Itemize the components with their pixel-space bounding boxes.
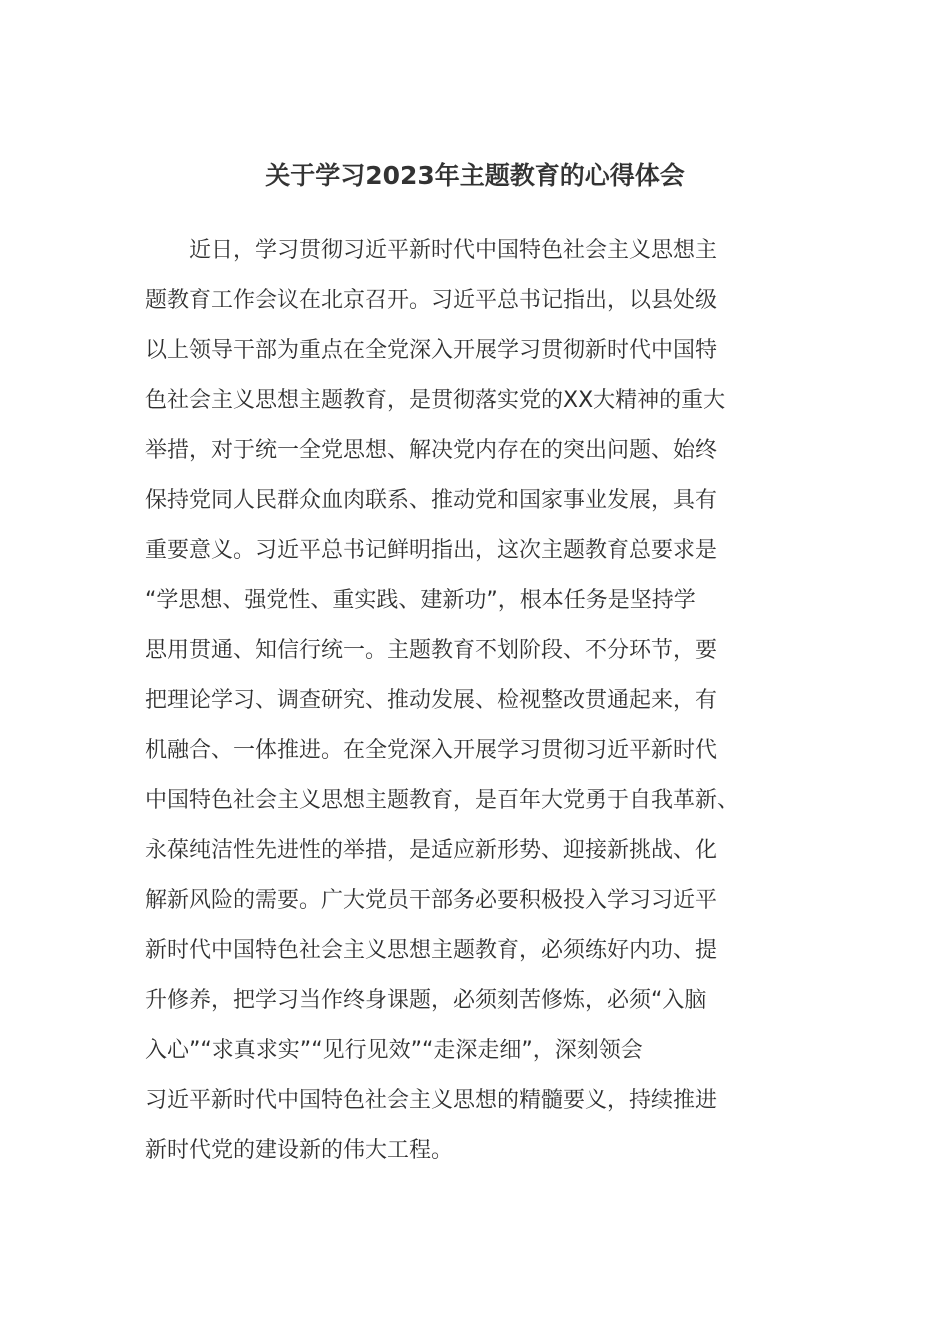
body-line: 题教育工作会议在北京召开。习近平总书记指出，以县处级 <box>145 288 718 313</box>
body-line: 思用贯通、知信行统一。主题教育不划阶段、不分环节，要 <box>145 638 718 663</box>
body-line: 以上领导干部为重点在全党深入开展学习贯彻新时代中国特 <box>145 338 718 363</box>
body-line: 新时代党的建设新的伟大工程。 <box>145 1138 454 1163</box>
body-line: 中国特色社会主义思想主题教育，是百年大党勇于自我革新、 <box>145 788 740 813</box>
body-line: 重要意义。习近平总书记鲜明指出，这次主题教育总要求是 <box>145 538 718 563</box>
body-line: 举措，对于统一全党思想、解决党内存在的突出问题、始终 <box>145 438 718 463</box>
body-line: 升修养，把学习当作终身课题，必须刻苦修炼，必须“入脑 <box>145 988 707 1013</box>
document-title: 关于学习2023年主题教育的心得体会 <box>265 161 685 190</box>
body-line: 新时代中国特色社会主义思想主题教育，必须练好内功、提 <box>145 938 718 963</box>
body-line: 机融合、一体推进。在全党深入开展学习贯彻习近平新时代 <box>145 738 718 763</box>
body-line: 入心”“求真求实”“见行见效”“走深走细”，深刻领会 <box>145 1038 643 1063</box>
body-line: 近日，学习贯彻习近平新时代中国特色社会主义思想主 <box>145 238 718 263</box>
body-line: 习近平新时代中国特色社会主义思想的精髓要义，持续推进 <box>145 1088 718 1113</box>
body-line: 永葆纯洁性先进性的举措，是适应新形势、迎接新挑战、化 <box>145 838 718 863</box>
body-line: 把理论学习、调查研究、推动发展、检视整改贯通起来，有 <box>145 688 718 713</box>
body-line: “学思想、强党性、重实践、建新功”，根本任务是坚持学 <box>145 588 696 613</box>
document-body <box>145 226 810 1176</box>
body-line: 保持党同人民群众血肉联系、推动党和国家事业发展，具有 <box>145 488 718 513</box>
body-line: 解新风险的需要。广大党员干部务必要积极投入学习习近平 <box>145 888 718 913</box>
body-line: 色社会主义思想主题教育，是贯彻落实党的XX大精神的重大 <box>145 388 726 413</box>
